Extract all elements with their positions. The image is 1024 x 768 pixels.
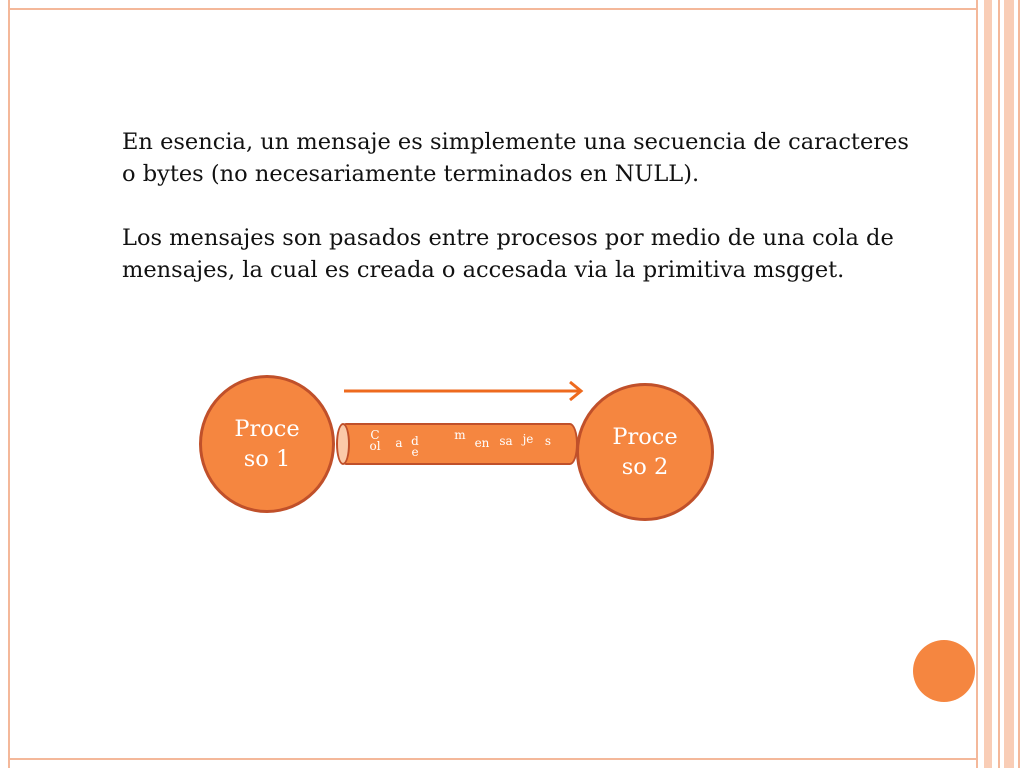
slide-body-text bbox=[122, 126, 922, 318]
direction-arrow bbox=[340, 380, 590, 404]
queue-label-col-2: a bbox=[395, 436, 403, 450]
frame-right-line-1 bbox=[976, 0, 978, 768]
paragraph-1: En esencia, un mensaje es simplemente una secuencia de caracteres o bytes (no necesariamente terminados en NULL). bbox=[122, 129, 909, 187]
frame-bottom-line bbox=[8, 758, 976, 760]
frame-top-line bbox=[8, 8, 976, 10]
message-queue-pipe-end bbox=[336, 423, 350, 465]
process-1-node bbox=[199, 375, 335, 513]
frame-left-line bbox=[8, 0, 10, 768]
queue-label-col-3: de bbox=[411, 434, 419, 459]
queue-label-col-8: s bbox=[544, 434, 552, 448]
process-2-label-line2: so 2 bbox=[621, 454, 669, 480]
queue-label-col-6: sa bbox=[499, 434, 513, 448]
process-1-label-line2: so 1 bbox=[243, 446, 291, 472]
frame-right-stripe-1 bbox=[984, 0, 992, 768]
frame-right-line-3 bbox=[1018, 0, 1020, 768]
process-2-label-line1: Proce bbox=[612, 424, 678, 450]
queue-label-col-4: m bbox=[454, 428, 466, 442]
decorative-circle bbox=[913, 640, 975, 702]
paragraph-2: Los mensajes son pasados entre procesos por medio de una cola de mensajes, la cual es creada o accesada via la primitiva msgget. bbox=[122, 225, 894, 283]
process-1-label-line1: Proce bbox=[234, 416, 300, 442]
queue-label-col-7: je bbox=[522, 432, 534, 446]
queue-label-col-5: en bbox=[474, 436, 490, 450]
frame-right-stripe-2 bbox=[1004, 0, 1014, 768]
process-2-node bbox=[576, 383, 714, 521]
frame-right-line-2 bbox=[998, 0, 1000, 768]
message-queue-label bbox=[360, 430, 560, 458]
queue-label-col-1: C ol bbox=[369, 428, 381, 453]
